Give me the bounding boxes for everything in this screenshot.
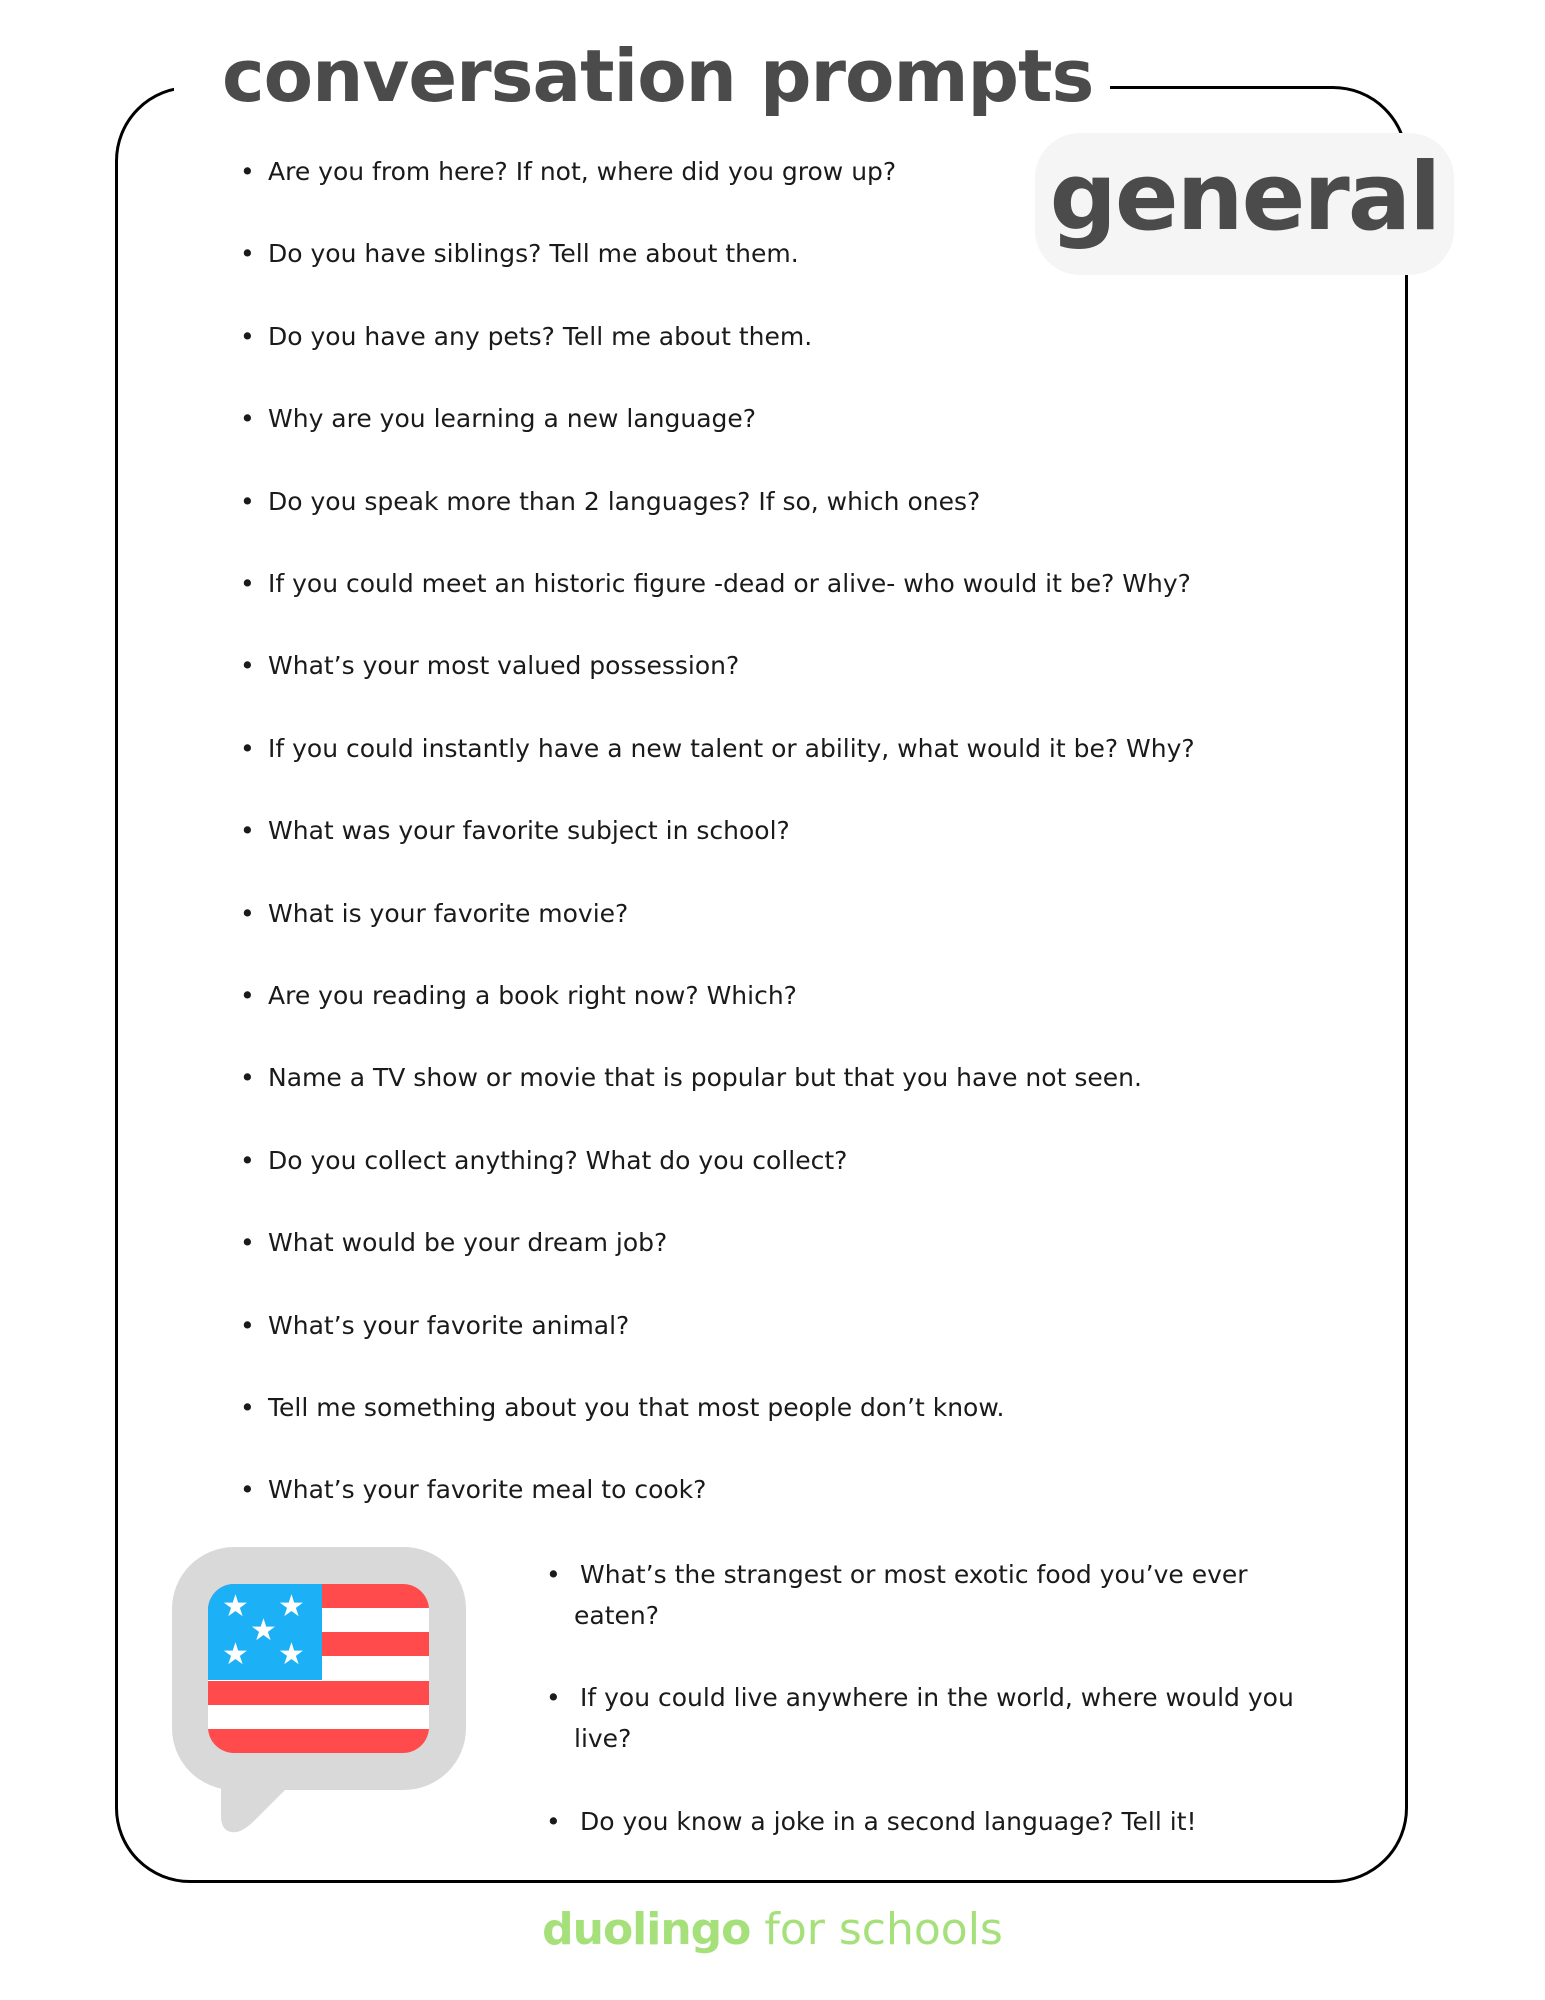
star-icon: ★ [278, 1637, 305, 1672]
bullet: • [240, 816, 255, 846]
prompt-text: If you could live anywhere in the world, where would you live? [574, 1683, 1294, 1753]
list-item [546, 1677, 1306, 1759]
bullet: • [240, 486, 255, 516]
prompt-text: What was your favorite subject in school? [268, 816, 790, 846]
list-item [240, 239, 799, 269]
list-item [546, 1554, 1306, 1636]
us-flag-icon [208, 1584, 429, 1753]
bullet: • [240, 733, 255, 763]
category-badge [1035, 133, 1454, 275]
prompt-text: What’s the strangest or most exotic food you’ve ever eaten? [574, 1560, 1248, 1630]
list-item [240, 981, 797, 1011]
list-item [240, 404, 756, 434]
list-item [240, 1475, 706, 1505]
prompt-text: Do you have siblings? Tell me about them. [268, 239, 799, 269]
list-item [546, 1801, 1306, 1842]
list-item [240, 734, 1195, 764]
prompt-text: Do you speak more than 2 languages? If so, which ones? [268, 486, 981, 516]
list-item [240, 157, 896, 187]
bullet: • [240, 239, 255, 269]
bullet: • [240, 1145, 255, 1175]
list-item [240, 816, 790, 846]
prompt-text: What would be your dream job? [268, 1228, 668, 1258]
bullet: • [546, 1560, 561, 1589]
prompt-text: Do you have any pets? Tell me about them. [268, 321, 813, 351]
bullet: • [240, 1063, 255, 1093]
prompt-text: What is your favorite movie? [268, 898, 629, 928]
prompt-text: Tell me something about you that most people don’t know. [268, 1393, 1005, 1422]
list-item [240, 1228, 667, 1258]
category-label: general [1049, 142, 1440, 252]
bullet: • [240, 157, 255, 186]
bullet: • [240, 569, 255, 598]
prompt-text: Do you collect anything? What do you collect? [268, 1145, 848, 1175]
list-item [240, 1311, 629, 1341]
prompt-text: Do you know a joke in a second language? Tell it! [580, 1807, 1197, 1836]
footer-logo [0, 1904, 1545, 1955]
prompt-text: Are you reading a book right now? Which? [268, 981, 797, 1010]
bullet: • [240, 898, 255, 928]
star-icon: ★ [222, 1637, 249, 1672]
prompt-text: What’s your favorite animal? [268, 1310, 630, 1340]
prompt-text: Why are you learning a new language? [268, 404, 757, 434]
bullet: • [240, 1228, 255, 1258]
prompt-text: Are you from here? If not, where did you grow up? [268, 157, 897, 186]
speech-bubble-tail-icon [215, 1760, 315, 1840]
star-icon: ★ [250, 1613, 277, 1648]
list-item [240, 569, 1191, 599]
prompt-text: If you could meet an historic figure -dead or alive- who would it be? Why? [268, 569, 1191, 598]
brand-suffix: for schools [750, 1904, 1003, 1955]
prompt-text: What’s your favorite meal to cook? [268, 1475, 707, 1505]
bullet: • [240, 1475, 255, 1505]
flag-canton [208, 1584, 322, 1680]
star-icon: ★ [222, 1589, 249, 1624]
list-item [240, 1063, 1142, 1093]
bullet: • [240, 1310, 255, 1340]
prompt-text: Name a TV show or movie that is popular but that you have not seen. [268, 1063, 1142, 1093]
bullet: • [240, 981, 255, 1010]
list-item [240, 322, 812, 352]
page-title: conversation prompts [222, 34, 1094, 118]
list-item [240, 487, 980, 517]
bullet: • [240, 404, 255, 434]
list-item [240, 1146, 847, 1176]
brand-name: duolingo [542, 1904, 751, 1955]
prompt-text: What’s your most valued possession? [268, 651, 740, 681]
bullet: • [240, 1393, 255, 1422]
bullet: • [240, 651, 255, 681]
list-item [240, 1393, 1004, 1423]
list-item [240, 651, 739, 681]
star-icon: ★ [278, 1589, 305, 1624]
bullet: • [546, 1683, 561, 1712]
list-item [240, 899, 628, 929]
bullet: • [546, 1807, 561, 1836]
bullet: • [240, 321, 255, 351]
prompt-text: If you could instantly have a new talent or ability, what would it be? Why? [268, 733, 1195, 763]
